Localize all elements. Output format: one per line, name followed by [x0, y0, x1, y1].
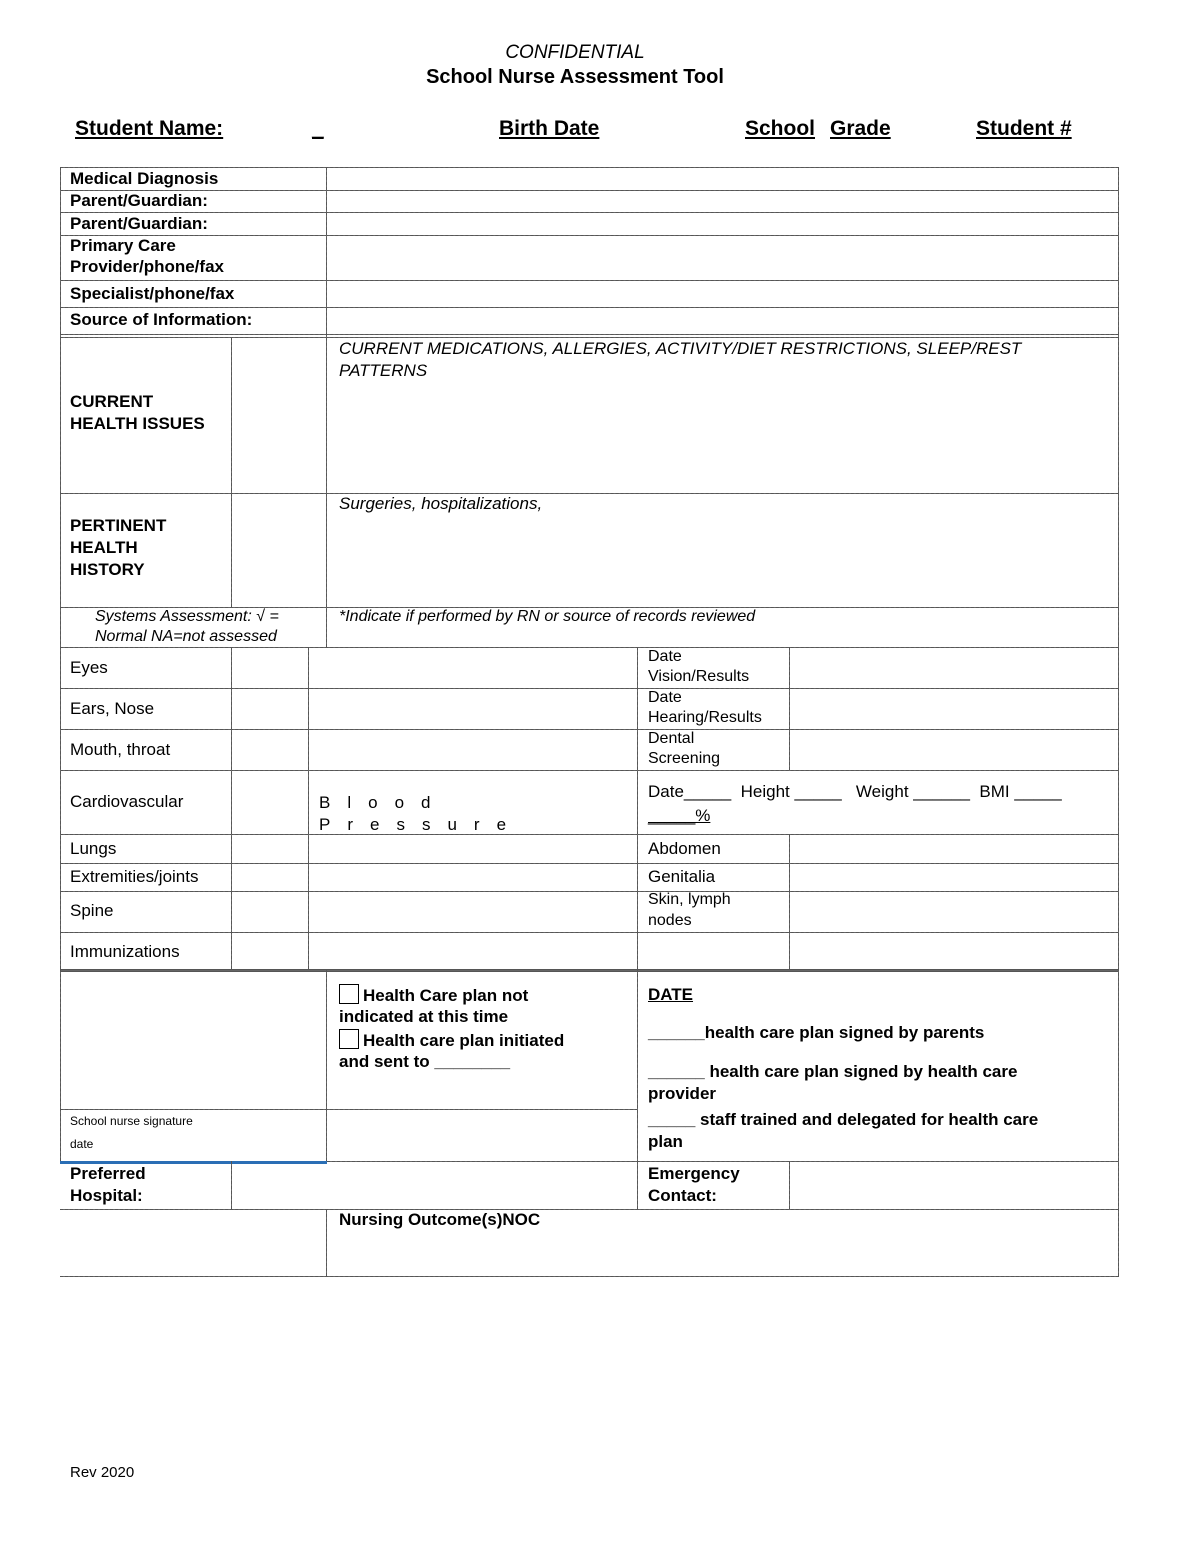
- spine-label: Spine: [70, 901, 114, 920]
- blood-pressure-label-2: Pressure: [319, 815, 524, 834]
- student-number-label: Student #: [976, 117, 1072, 140]
- page-title: School Nurse Assessment Tool: [426, 66, 724, 88]
- nurse-signature-label: School nurse signature: [70, 1114, 193, 1128]
- pertinent-history-label-3: HISTORY: [70, 560, 145, 579]
- primary-care-label-2: Provider/phone/fax: [70, 257, 224, 276]
- pertinent-history-hint: Surgeries, hospitalizations,: [339, 494, 543, 513]
- preferred-hospital-label-2: Hospital:: [70, 1186, 143, 1205]
- medical-diagnosis-label: Medical Diagnosis: [70, 169, 219, 188]
- immunizations-label: Immunizations: [70, 942, 180, 961]
- eyes-label: Eyes: [70, 658, 108, 677]
- plan-not-indicated-text-1: Health Care plan not: [363, 986, 529, 1005]
- systems-note: *Indicate if performed by RN or source of records reviewed: [339, 608, 756, 625]
- plan-staff-trained-2: plan: [648, 1132, 683, 1151]
- pertinent-history-label-1: PERTINENT: [70, 516, 167, 535]
- current-health-label-2: HEALTH ISSUES: [70, 414, 205, 433]
- parent-guardian-2-label: Parent/Guardian:: [70, 214, 208, 233]
- measurements-line: Date_____ Height _____ Weight ______ BMI _____: [648, 782, 1062, 801]
- nursing-outcomes-label: Nursing Outcome(s)NOC: [339, 1210, 541, 1229]
- skin-lymph-label-1: Skin, lymph: [648, 891, 731, 908]
- hearing-label-1: Date: [648, 689, 682, 706]
- plan-not-indicated-checkbox[interactable]: [339, 984, 359, 1004]
- vision-label-1: Date: [648, 648, 682, 665]
- plan-signed-provider-1: ______ health care plan signed by health care: [648, 1062, 1018, 1081]
- nurse-signature-date-label: date: [70, 1137, 94, 1151]
- emergency-contact-label-1: Emergency: [648, 1164, 740, 1183]
- plan-signed-parents: ______health care plan signed by parents: [648, 1023, 985, 1042]
- plan-signed-provider-2: provider: [648, 1084, 717, 1103]
- current-health-label-1: CURRENT: [70, 392, 154, 411]
- confidential-label: CONFIDENTIAL: [505, 42, 645, 63]
- skin-lymph-label-2: nodes: [648, 912, 692, 929]
- ears-nose-label: Ears, Nose: [70, 699, 155, 718]
- cardiovascular-label: Cardiovascular: [70, 792, 184, 811]
- plan-initiated-text-2: and sent to ________: [339, 1052, 511, 1071]
- current-health-hint-1: CURRENT MEDICATIONS, ALLERGIES, ACTIVITY/DIET RESTRICTIONS, SLEEP/REST: [339, 339, 1022, 358]
- systems-legend-1: Systems Assessment: √ =: [95, 608, 279, 625]
- plan-not-indicated-option[interactable]: [339, 984, 528, 1006]
- specialist-label: Specialist/phone/fax: [70, 284, 235, 303]
- current-health-hint-2: PATTERNS: [339, 361, 428, 380]
- student-name-blank[interactable]: _: [312, 117, 324, 140]
- plan-date-label: DATE: [648, 985, 694, 1004]
- parent-guardian-1-label: Parent/Guardian:: [70, 191, 208, 210]
- blood-pressure-label-1: Blood: [319, 793, 448, 812]
- bmi-percent-line: _____%: [648, 806, 711, 825]
- pertinent-history-label-2: HEALTH: [70, 538, 138, 557]
- preferred-hospital-label-1: Preferred: [70, 1164, 146, 1183]
- vision-label-2: Vision/Results: [648, 668, 750, 685]
- emergency-contact-label-2: Contact:: [648, 1186, 717, 1205]
- plan-not-indicated-text-2: indicated at this time: [339, 1007, 509, 1026]
- dental-label-2: Screening: [648, 750, 721, 767]
- systems-legend-2: Normal NA=not assessed: [95, 628, 277, 645]
- grade-label: Grade: [830, 117, 891, 140]
- primary-care-label-1: Primary Care: [70, 236, 176, 255]
- extremities-label: Extremities/joints: [70, 867, 199, 886]
- mouth-throat-label: Mouth, throat: [70, 740, 171, 759]
- genitalia-label: Genitalia: [648, 867, 716, 886]
- birth-date-label: Birth Date: [499, 117, 600, 140]
- student-name-label: Student Name:: [75, 117, 224, 140]
- source-of-information-label: Source of Information:: [70, 310, 253, 329]
- lungs-label: Lungs: [70, 839, 117, 858]
- dental-label-1: Dental: [648, 730, 695, 747]
- abdomen-label: Abdomen: [648, 839, 721, 858]
- hearing-label-2: Hearing/Results: [648, 709, 762, 726]
- plan-initiated-text-1: Health care plan initiated: [363, 1031, 565, 1050]
- revision-footer: Rev 2020: [70, 1464, 135, 1481]
- school-label: School: [745, 117, 816, 140]
- plan-staff-trained-1: _____ staff trained and delegated for health care: [648, 1110, 1039, 1129]
- plan-initiated-checkbox[interactable]: [339, 1029, 359, 1049]
- plan-initiated-option[interactable]: [339, 1029, 564, 1051]
